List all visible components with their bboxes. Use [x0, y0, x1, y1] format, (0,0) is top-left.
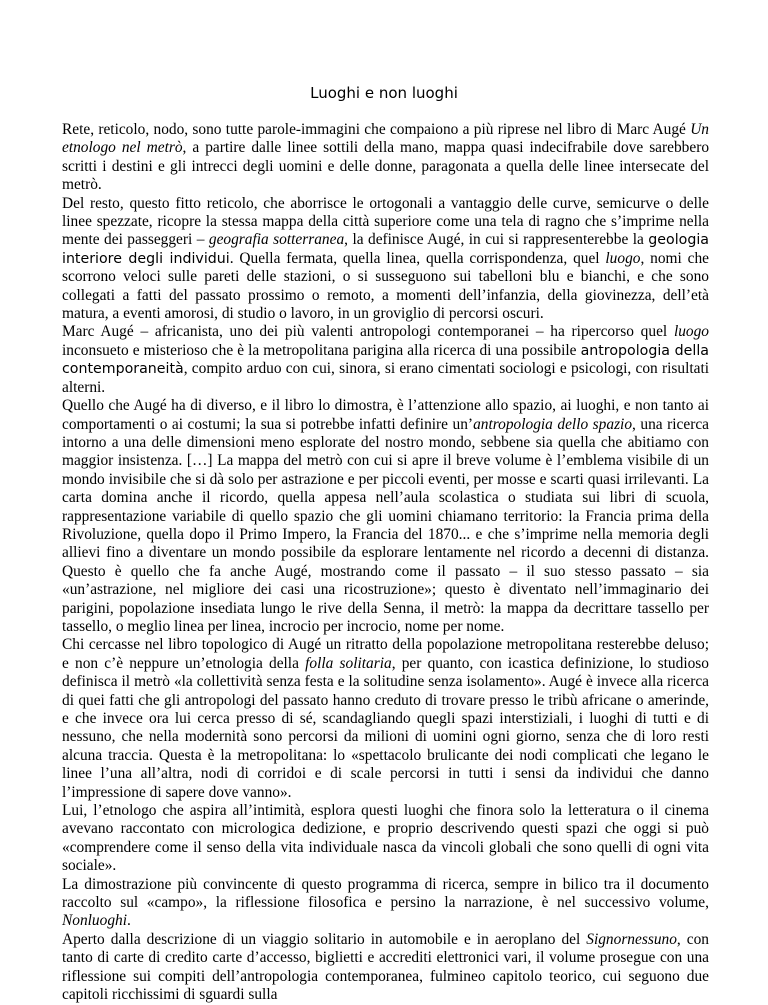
text-run: , compito arduo con cui, sinora, si erano cimentati sociologi e psicologi, con risultati alterni. [62, 360, 709, 396]
text-run: Lui, l’etnologo che aspira all’intimità, esplora questi luoghi che finora solo la letteratura o il cinema avevano raccontato con micrologica dedizione, e proprio descrivendo questi spazi che oggi si può «comprendere come il senso della vita individuale nasca da vincoli globali che sono quelli di ogni vita sociale». [62, 802, 709, 875]
paragraph [62, 802, 709, 876]
text-run: , per quanto, con icastica definizione, lo studioso definisca il metrò «la collettività senza festa e la solitudine senza isolamento». Augé è invece alla ricerca di quei fatti che gli antropologi del passato hanno creduto di trovare presso le tribù africane o amerinde, e che invece ora lui cerca presso di sé, scandagliando quegli spazi interstiziali, i luoghi di tutti e di nessuno, che nella modernità sono percorsi da milioni di uomini ogni giorno, senza che di loro resti alcuna traccia. Questa è la metropolitana: lo «spettacolo brulicante dei nodi complicati che legano le linee l’una all’altra, nodi di corridoi e di scale percorsi in tutti i sensi da individui che danno l’impressione di sapere dove vanno». [62, 654, 709, 801]
text-run: , una ricerca intorno a una delle dimensioni meno esplorate del nostro mondo, sebbene sia quella che abitiamo con maggior insistenza. […] La mappa del metrò con cui si apre il breve volume è l’emblema visibile di un mondo invisibile che si dà solo per astrazione e per piccoli eventi, per mosse e scarti quasi irrilevanti. La carta domina anche il ricordo, quella appesa nell’aula scolastica o studiata sui libri di scuola, rappresentazione variabile di quello spazio che gli uomini chiamano territorio: la Francia prima della Rivoluzione, quella dopo il Primo Impero, la Francia del 1870... e che s’imprime nella memoria degli allievi fino a diventare un mondo possibile da esplorare lentamente nel ricordo a decenni di distanza. Questo è quello che fa anche Augé, mostrando come il passato – il suo stesso passato – sia «un’astrazione, nel migliore dei casi una ricostruzione»; questo è diventato nell’immaginario dei parigini, popolazione insediata lungo le rive della Senna, il metrò: la mappa da decrittare tassello per tassello, o meglio linea per linea, incrocio per incrocio, nome per nome. [62, 415, 709, 635]
text-run: , a partire dalle linee sottili della mano, mappa quasi indecifrabile dove sarebbero scritti i destini e gli intrecci degli uomini e delle donne, paragonata a quella delle linee intersecate del metrò. [62, 139, 710, 194]
paragraph [62, 636, 709, 802]
page-title: Luoghi e non luoghi [310, 84, 458, 102]
paragraph [62, 397, 709, 636]
paragraph [62, 323, 709, 397]
italic-text: luogo [673, 323, 709, 341]
italic-text: Nonluoghi [62, 912, 127, 930]
text-run: La dimostrazione più convincente di questo programma di ricerca, sempre in bilico tra il documento raccolto sul «campo», la riflessione filosofica e persino la narrazione, è nel successivo volume, [62, 875, 709, 912]
article-body [62, 121, 709, 1005]
paragraph [62, 121, 709, 195]
italic-text: Signornessuno [586, 930, 677, 948]
italic-text: Un etnologo nel metrò [62, 121, 709, 157]
text-run: . [127, 912, 131, 930]
paragraph [62, 876, 709, 931]
text-run: , la definisce Augé, in cui si rappresenterebbe la [344, 231, 649, 249]
italic-text: antropologia dello spazio [473, 415, 633, 433]
text-run: Rete, reticolo, nodo, sono tutte parole-immagini che compaiono a più riprese nel libro di Marc Augé [62, 121, 691, 138]
text-run: Del resto, questo fitto reticolo, che aborrisce le ortogonali a vantaggio delle curve, semicurve o delle linee spezzate, ricopre la stessa mappa della città superiore come una tela di ragno che s’imprime nella mente dei passeggeri – [62, 194, 709, 249]
italic-text: geografia sotterranea [208, 231, 345, 249]
text-run: , con tanto di carte di credito carte d’accesso, biglietti e accrediti elettronici vari, il volume prosegue con una riflessione sui compiti dell’antropologia contemporanea, fulmineo capitolo teorico, cui seguono due capitoli ricchissimi di sguardi sulla [62, 930, 709, 1004]
text-run: Marc Augé – africanista, uno dei più valenti antropologi contemporanei – ha ripercorso quel [62, 323, 674, 341]
text-run: . Quella fermata, quella linea, quella corrispondenza, quel [229, 249, 606, 267]
paragraph [62, 195, 709, 324]
text-run: inconsueto e misterioso che è la metropolitana parigina alla ricerca di una possibile [62, 341, 581, 359]
text-run: Chi cercasse nel libro topologico di Augé un ritratto della popolazione metropolitana resterebbe deluso; e non c’è neppure un’etnologia della [62, 636, 709, 672]
italic-text: luogo [605, 249, 641, 267]
emphasis-text: antropologia della contemporaneità [62, 342, 709, 378]
emphasis-text: geologia interiore degli individui [62, 232, 709, 267]
paragraph [62, 931, 709, 1005]
italic-text: folla solitaria [305, 654, 392, 672]
text-run: Aperto dalla descrizione di un viaggio solitario in automobile e in aeroplano del [62, 930, 587, 948]
text-run: , nomi che scorrono veloci sulle pareti delle stazioni, o si susseguono sui tabelloni blu e bianchi, e che sono collegati a fatti del passato prossimo o remoto, a momenti dell’infanzia, della giovinezza, dell’età matura, a eventi amorosi, di studio o lavoro, in un groviglio di percorsi oscuri. [62, 249, 709, 323]
text-run: Quello che Augé ha di diverso, e il libro lo dimostra, è l’attenzione allo spazio, ai luoghi, e non tanto ai comportamenti o ai costumi; la sua si potrebbe infatti definire un’ [62, 397, 709, 433]
